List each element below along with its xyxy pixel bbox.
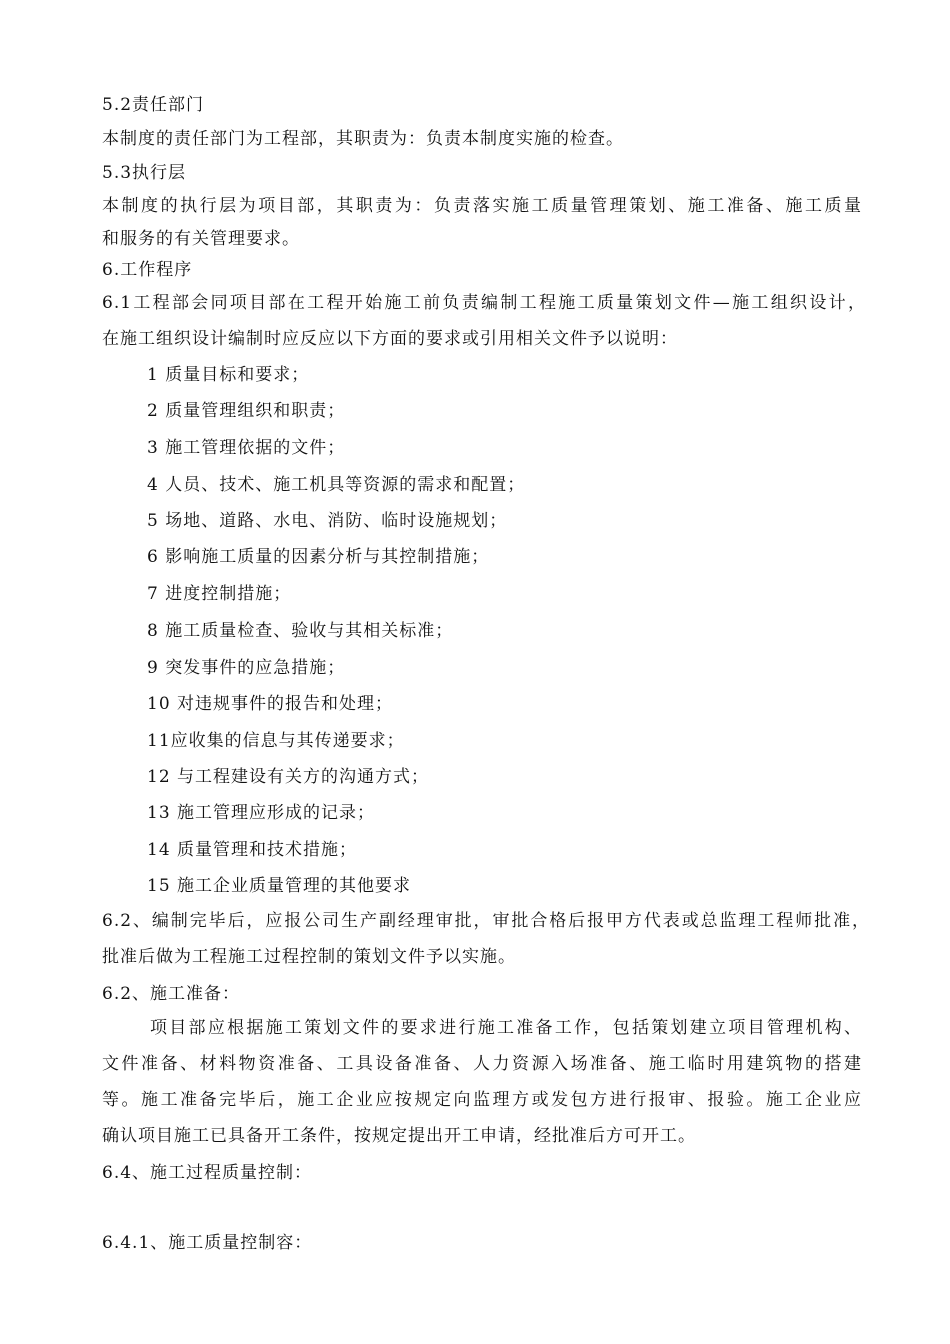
section-6-2-prep-heading: 6.2、施工准备： <box>102 984 241 1004</box>
section-6-2-prep-line-1: 项目部应根据施工策划文件的要求进行施工准备工作，包括策划建立项目管理机构、 <box>150 1018 862 1038</box>
section-6-2-line-2: 批准后做为工程施工过程控制的策划文件予以实施。 <box>102 947 516 967</box>
list-item: 4 人员、技术、施工机具等资源的需求和配置； <box>147 475 526 495</box>
list-item: 15 施工企业质量管理的其他要求 <box>147 876 412 896</box>
list-item: 10 对违规事件的报告和处理； <box>147 694 394 714</box>
list-item: 9 突发事件的应急措施； <box>147 658 346 678</box>
section-6-heading: 6.工作程序 <box>102 260 193 280</box>
section-6-4-1-heading: 6.4.1、施工质量控制容： <box>102 1233 313 1253</box>
section-5-3-heading: 5.3执行层 <box>102 163 187 183</box>
list-item: 13 施工管理应形成的记录； <box>147 803 376 823</box>
section-5-2-body: 本制度的责任部门为工程部，其职责为：负责本制度实施的检查。 <box>102 129 624 149</box>
list-item: 1 质量目标和要求； <box>147 365 310 385</box>
list-item: 8 施工质量检查、验收与其相关标准； <box>147 621 454 641</box>
list-item: 5 场地、道路、水电、消防、临时设施规划； <box>147 511 508 531</box>
section-6-1-line-2: 在施工组织设计编制时应反应以下方面的要求或引用相关文件予以说明： <box>102 329 678 349</box>
section-6-2-prep-line-4: 确认项目施工已具备开工条件，按规定提出开工申请，经批准后方可开工。 <box>102 1126 696 1146</box>
list-item: 14 质量管理和技术措施； <box>147 840 358 860</box>
list-item: 11应收集的信息与其传递要求； <box>147 731 405 751</box>
list-item: 6 影响施工质量的因素分析与其控制措施； <box>147 547 490 567</box>
section-5-2-heading: 5.2责任部门 <box>102 95 205 115</box>
section-6-2-line-1: 6.2、编制完毕后，应报公司生产副经理审批，审批合格后报甲方代表或总监理工程师批准， <box>102 911 870 931</box>
section-6-2-prep-line-2: 文件准备、材料物资准备、工具设备准备、人力资源入场准备、施工临时用建筑物的搭建 <box>102 1054 862 1074</box>
section-6-1-line-1: 6.1工程部会同项目部在工程开始施工前负责编制工程施工质量策划文件—施工组织设计， <box>102 293 866 313</box>
list-item: 7 进度控制措施； <box>147 584 292 604</box>
list-item: 12 与工程建设有关方的沟通方式； <box>147 767 430 787</box>
section-5-3-body-line-2: 和服务的有关管理要求。 <box>102 229 300 249</box>
section-6-2-prep-line-3: 等。施工准备完毕后，施工企业应按规定向监理方或发包方进行报审、报验。施工企业应 <box>102 1090 862 1110</box>
section-6-4-heading: 6.4、施工过程质量控制： <box>102 1163 313 1183</box>
list-item: 2 质量管理组织和职责； <box>147 401 346 421</box>
list-item: 3 施工管理依据的文件； <box>147 438 346 458</box>
section-5-3-body-line-1: 本制度的执行层为项目部，其职责为：负责落实施工质量管理策划、施工准备、施工质量 <box>102 196 862 216</box>
